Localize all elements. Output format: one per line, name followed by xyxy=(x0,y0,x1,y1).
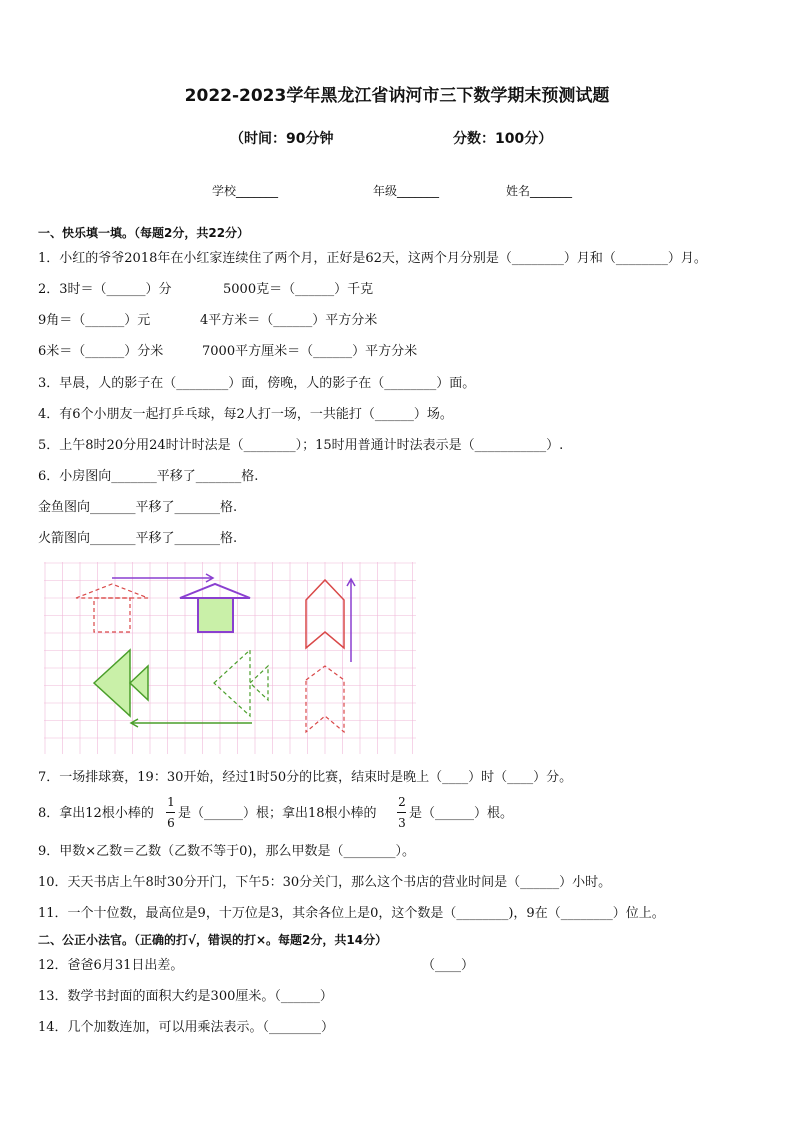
fraction-bar xyxy=(397,812,406,813)
question-2d: 4平方米＝（______）平方分米 xyxy=(200,313,378,328)
question-2a: 2．3时＝（______）分 xyxy=(38,282,172,297)
question-7: 7．一场排球赛，19：30开始，经过1时50分的比赛，结束时是晚上（____）时（____）分。 xyxy=(38,770,573,785)
question-6c: 火箭图向_______平移了_______格. xyxy=(38,531,238,546)
fish-solid xyxy=(94,650,148,716)
question-8a: 8．拿出12根小棒的 xyxy=(38,806,154,821)
arrow-up xyxy=(347,579,355,662)
page-title: 2022-2023学年黑龙江省讷河市三下数学期末预测试题 xyxy=(184,86,610,106)
house-dashed xyxy=(76,584,148,632)
fraction-1-6-numerator: 1 xyxy=(167,795,175,809)
fraction-1-6-denominator: 6 xyxy=(167,816,175,830)
grade-field: 年级_______ xyxy=(373,184,440,198)
question-2e: 6米＝（______）分米 xyxy=(38,344,164,359)
fish-dashed xyxy=(214,650,268,716)
question-2c: 9角＝（______）元 xyxy=(38,313,151,328)
exam-time: （时间：90分钟 xyxy=(230,131,334,147)
question-8c: 是（______）根。 xyxy=(409,806,514,821)
school-field: 学校_______ xyxy=(212,184,279,198)
question-6a: 6．小房图向_______平移了_______格. xyxy=(38,469,259,484)
name-field: 姓名_______ xyxy=(506,184,573,198)
question-1: 1．小红的爷爷2018年在小红家连续住了两个月，正好是62天，这两个月分别是（________）月和（________）月。 xyxy=(38,251,707,266)
question-10: 10．天天书店上午8时30分开门，下午5：30分关门，那么这个书店的营业时间是（______）小时。 xyxy=(38,875,612,890)
question-6b: 金鱼图向_______平移了_______格. xyxy=(38,500,238,515)
question-11: 11．一个十位数，最高位是9，十万位是3，其余各位上是0，这个数是（________)，9在（________）位上。 xyxy=(38,906,665,921)
question-14: 14．几个加数连加，可以用乘法表示。（________） xyxy=(38,1020,335,1035)
house-solid xyxy=(180,584,250,632)
fraction-bar xyxy=(166,812,175,813)
fraction-2-3-denominator: 3 xyxy=(398,816,406,830)
section-heading-2: 二、公正小法官。（正确的打√，错误的打×。每题2分，共14分） xyxy=(38,933,388,947)
question-13: 13．数学书封面的面积大约是300厘米。（______） xyxy=(38,989,333,1004)
question-3: 3．早晨，人的影子在（________）面，傍晚，人的影子在（________）面。 xyxy=(38,376,476,391)
question-12: 12．爸爸6月31日出差。 xyxy=(38,958,184,973)
question-5: 5．上午8时20分用24时计时法是（________）；15时用普通计时法表示是（___________）. xyxy=(38,438,564,453)
fraction-2-3-numerator: 2 xyxy=(398,795,406,809)
question-8b: 是（______）根；拿出18根小棒的 xyxy=(178,806,377,821)
question-2b: 5000克＝（______）千克 xyxy=(223,282,374,297)
exam-score: 分数：100分） xyxy=(453,131,553,147)
question-2f: 7000平方厘米＝（______）平方分米 xyxy=(202,344,418,359)
translation-grid-figure xyxy=(44,562,416,754)
question-4: 4．有6个小朋友一起打乒乓球，每2人打一场，一共能打（______）场。 xyxy=(38,407,453,422)
section-heading-1: 一、快乐填一填。（每题2分，共22分） xyxy=(38,226,250,240)
question-9: 9．甲数×乙数＝乙数（乙数不等于0)，那么甲数是（________）。 xyxy=(38,844,416,859)
question-12-answer: （____） xyxy=(422,958,475,973)
